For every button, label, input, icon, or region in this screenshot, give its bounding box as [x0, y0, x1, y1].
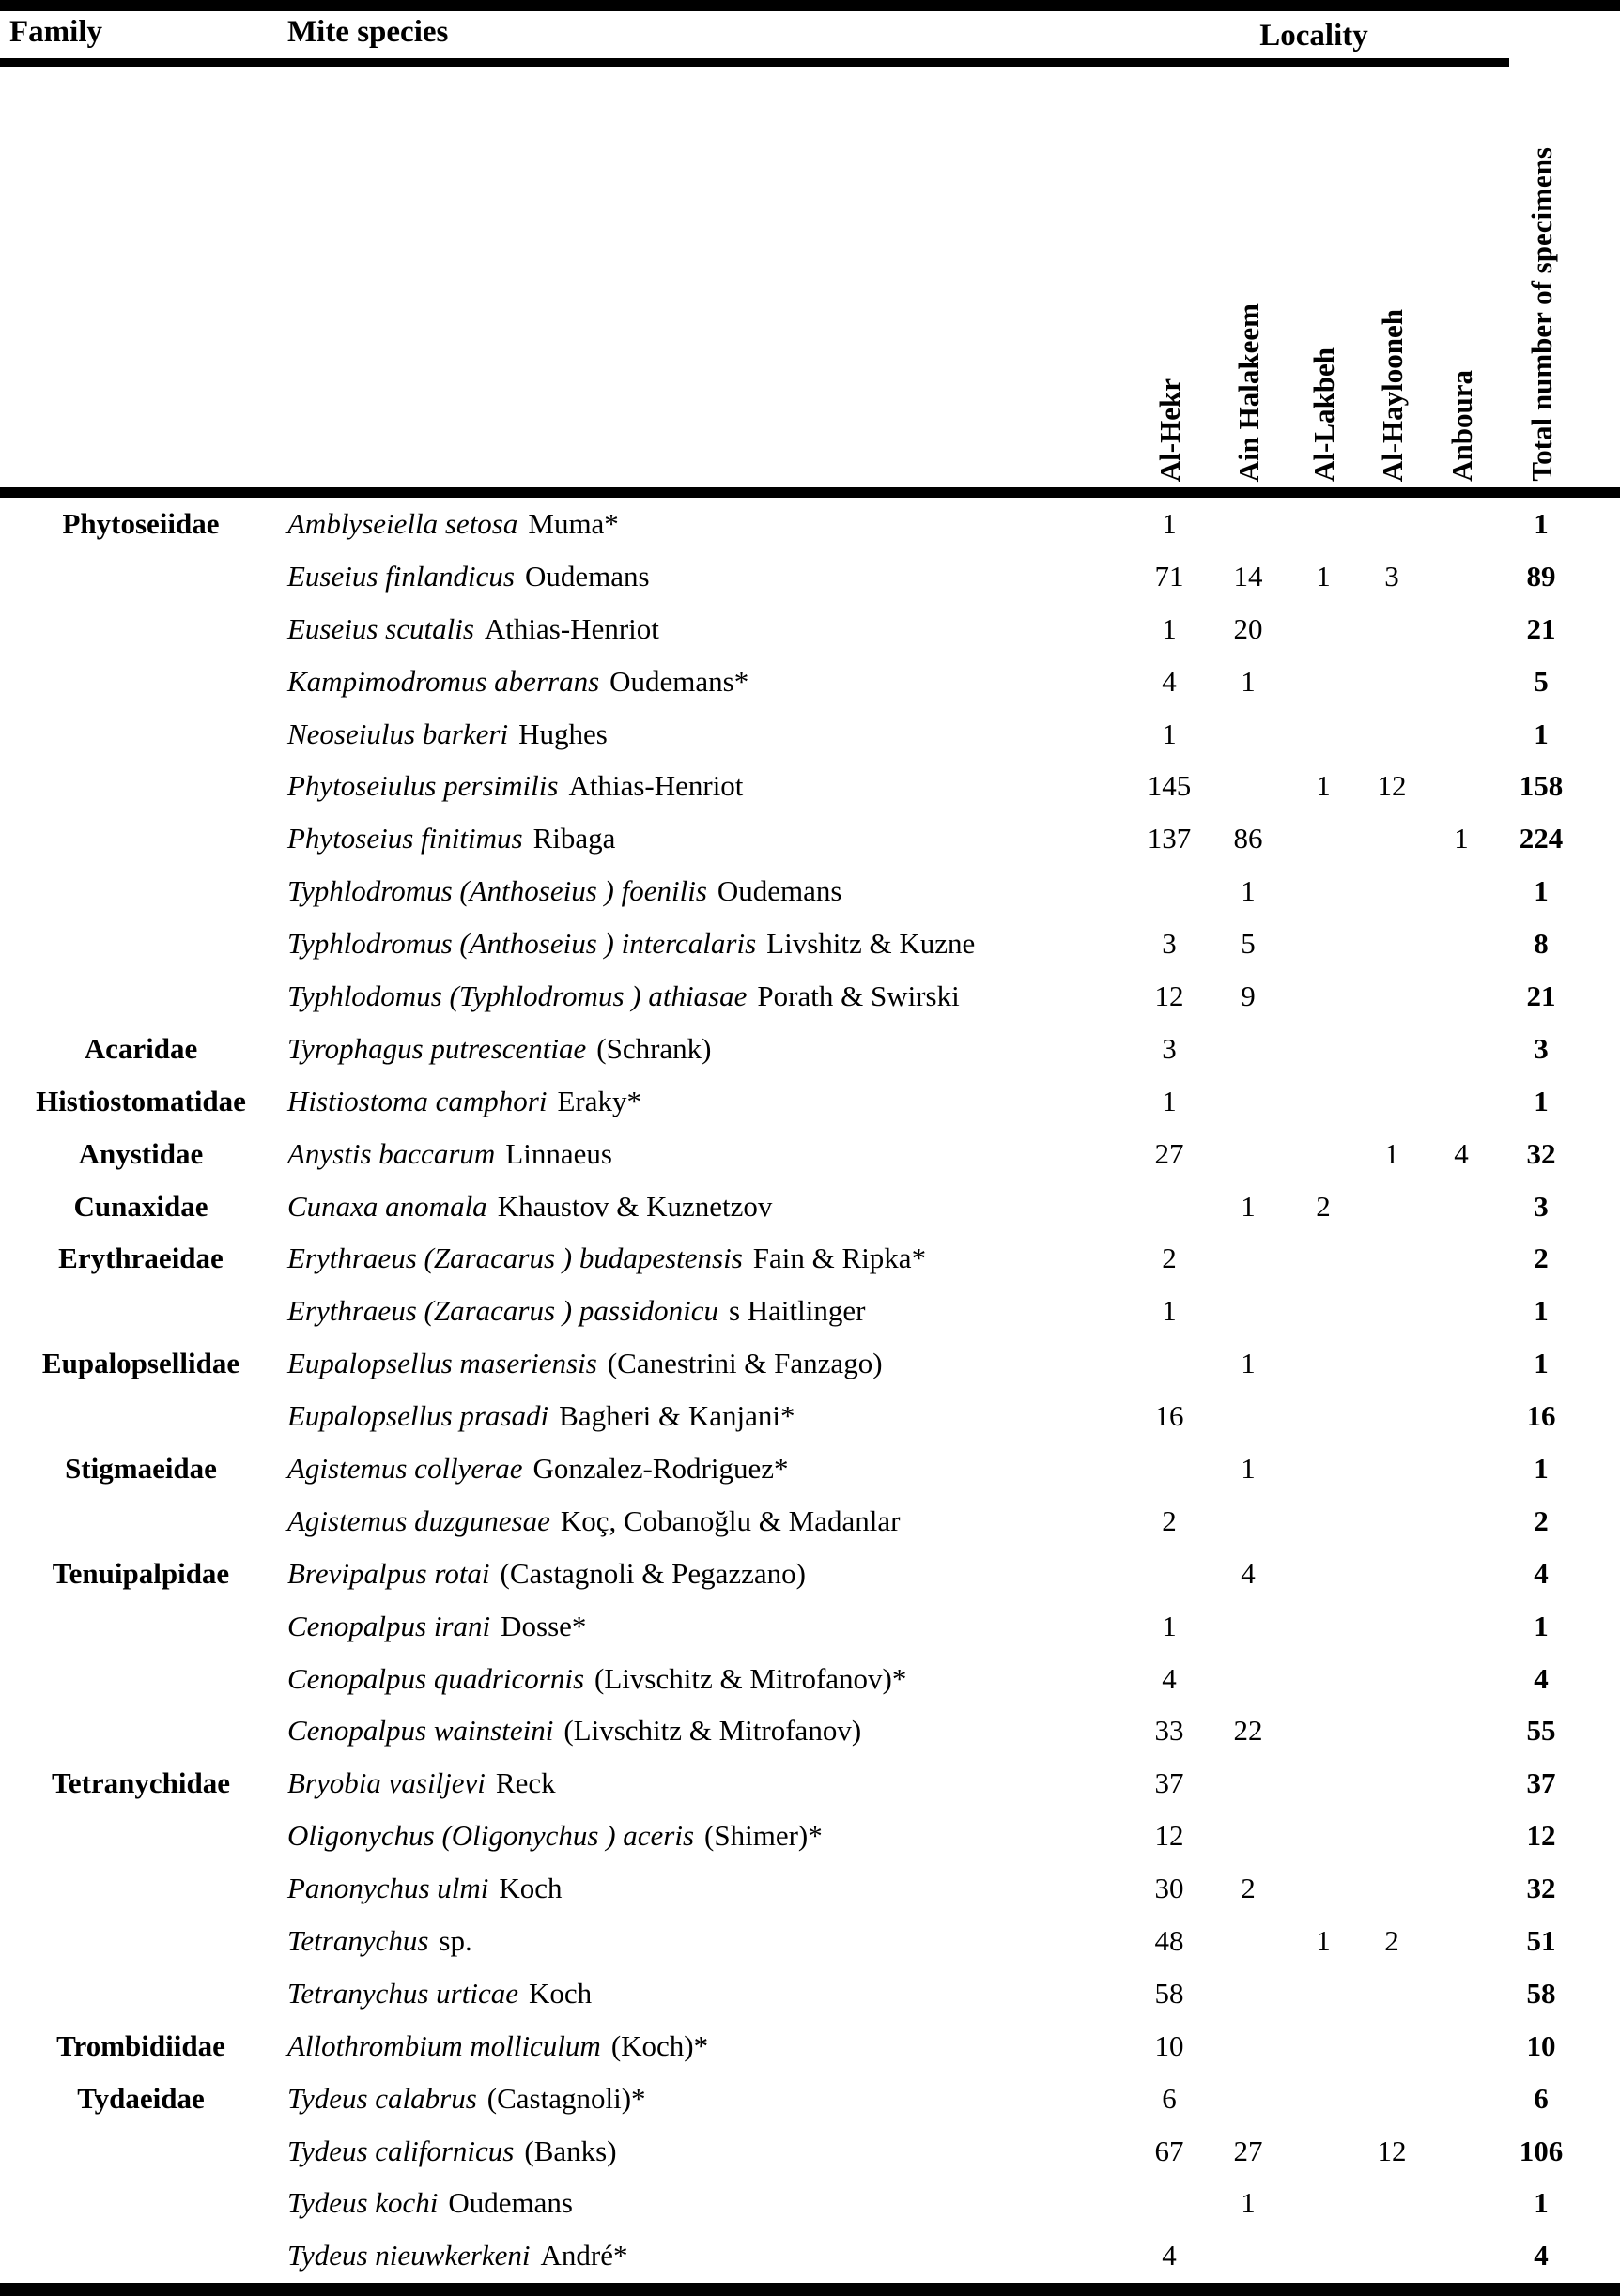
- count-cell: 1: [1162, 611, 1177, 645]
- column-header-ain-halakeem: [1207, 67, 1289, 487]
- family-cell: Histiostomatidae: [36, 1084, 246, 1117]
- family-cell: Stigmaeidae: [65, 1451, 217, 1485]
- species-name: Cenopalpus irani: [287, 1609, 491, 1642]
- species-author: Oudemans: [448, 2186, 573, 2220]
- table-row: [0, 1337, 1620, 1390]
- header-body-divider: [0, 487, 1620, 498]
- species-name: Agistemus collyerae: [287, 1451, 523, 1485]
- count-cell: 5: [1241, 927, 1256, 961]
- total-cell: 3: [1534, 1031, 1549, 1065]
- table-row: [0, 2229, 1620, 2282]
- table-row: [0, 1600, 1620, 1653]
- count-cell: 4: [1241, 1556, 1256, 1590]
- count-cell: 2: [1162, 1241, 1177, 1275]
- species-author: (Banks): [524, 2134, 617, 2167]
- table-header: [0, 11, 1620, 58]
- count-cell: 4: [1454, 1136, 1469, 1170]
- species-author: Porath & Swirski: [757, 978, 960, 1012]
- species-cell: [282, 1610, 1132, 1643]
- species-author: Linnaeus: [505, 1136, 612, 1170]
- table-row: [0, 1075, 1620, 1128]
- count-cell: 1: [1162, 1609, 1177, 1642]
- species-author: Oudemans*: [609, 664, 749, 698]
- count-cell: 27: [1233, 2134, 1263, 2167]
- count-cell: 30: [1154, 1872, 1184, 1905]
- count-cell: 1: [1241, 874, 1256, 908]
- species-author: Khaustov & Kuznetzov: [497, 1189, 773, 1223]
- total-cell: 1: [1534, 1451, 1549, 1485]
- table-body: [0, 498, 1620, 2282]
- species-name: Phytoseius finitimus: [287, 822, 523, 855]
- count-cell: 1: [1162, 1294, 1177, 1328]
- species-cell: [282, 1714, 1132, 1748]
- species-author: Bagheri & Kanjani*: [559, 1399, 795, 1433]
- species-author: Dosse*: [501, 1609, 587, 1642]
- total-cell: 2: [1534, 1503, 1549, 1537]
- species-name: Erythraeus (Zaracarus ) passidonicu: [287, 1294, 718, 1328]
- count-cell: 2: [1384, 1923, 1399, 1957]
- count-cell: 10: [1154, 2028, 1184, 2062]
- count-cell: 1: [1162, 506, 1177, 540]
- total-cell: 4: [1534, 1661, 1549, 1695]
- species-author: (Koch)*: [610, 2028, 709, 2062]
- species-cell: [282, 1032, 1132, 1066]
- column-header-al-lakbeh: [1289, 67, 1357, 487]
- family-cell: Anystidae: [78, 1136, 204, 1170]
- species-cell: [282, 1399, 1132, 1433]
- species-author: (Castagnoli)*: [486, 2081, 646, 2115]
- species-cell: [282, 769, 1132, 803]
- species-name: Typhlodromus (Anthoseius ) intercalaris: [287, 927, 757, 961]
- table-row: [0, 970, 1620, 1023]
- table-row: [0, 2020, 1620, 2073]
- species-name: Kampimodromus aberrans: [287, 664, 600, 698]
- species-cell: [282, 717, 1132, 751]
- species-author: Koch: [499, 1872, 563, 1905]
- species-author: (Shimer)*: [704, 1819, 823, 1853]
- total-cell: 51: [1526, 1923, 1556, 1957]
- species-name: Phytoseiulus persimilis: [287, 769, 559, 803]
- species-author: Muma*: [528, 506, 619, 540]
- table-row: [0, 1548, 1620, 1600]
- table-row: [0, 550, 1620, 603]
- count-cell: 1: [1384, 1136, 1399, 1170]
- species-cell: [282, 2029, 1132, 2063]
- total-cell: 55: [1526, 1714, 1556, 1748]
- count-cell: 27: [1154, 1136, 1184, 1170]
- family-cell: Eupalopsellidae: [41, 1347, 240, 1380]
- species-cell: [282, 1924, 1132, 1958]
- species-name: Cunaxa anomala: [287, 1189, 487, 1223]
- count-cell: 67: [1154, 2134, 1184, 2167]
- species-name: Cenopalpus wainsteini: [287, 1714, 554, 1748]
- count-cell: 4: [1162, 2239, 1177, 2273]
- table-row: [0, 603, 1620, 655]
- rotated-column-headers: [0, 67, 1620, 487]
- species-cell: [282, 1452, 1132, 1486]
- mite-species-column-header: Mite species: [287, 15, 449, 49]
- total-cell: 1: [1534, 1294, 1549, 1328]
- count-cell: 2: [1162, 1503, 1177, 1537]
- species-author: Ribaga: [532, 822, 616, 855]
- species-name: Erythraeus (Zaracarus ) budapestensis: [287, 1241, 743, 1275]
- species-cell: [282, 1085, 1132, 1118]
- table-row: [0, 1285, 1620, 1337]
- table-row: [0, 1180, 1620, 1233]
- count-cell: 9: [1241, 978, 1256, 1012]
- header-underline: [0, 58, 1509, 67]
- total-cell: 2: [1534, 1241, 1549, 1275]
- table-row: [0, 708, 1620, 761]
- species-author: (Livschitz & Mitrofanov)*: [594, 1661, 907, 1695]
- count-cell: 1: [1316, 769, 1331, 803]
- species-name: Agistemus duzgunesae: [287, 1503, 550, 1537]
- locality-group-header: Locality: [1259, 19, 1368, 53]
- table-row: [0, 655, 1620, 708]
- table-top-border: [0, 0, 1620, 11]
- species-name: Eupalopsellus prasadi: [287, 1399, 549, 1433]
- table-row: [0, 1757, 1620, 1810]
- total-cell: 5: [1534, 664, 1549, 698]
- count-cell: 12: [1154, 978, 1184, 1012]
- species-cell: [282, 560, 1132, 593]
- total-cell: 21: [1526, 978, 1556, 1012]
- species-cell: [282, 1662, 1132, 1696]
- count-cell: 14: [1233, 559, 1263, 593]
- column-header-label: Total number of specimens: [1524, 147, 1558, 482]
- table-row: [0, 498, 1620, 550]
- species-cell: [282, 665, 1132, 699]
- table-row: [0, 1967, 1620, 2020]
- count-cell: 3: [1162, 1031, 1177, 1065]
- column-header-total-specimens: [1496, 67, 1586, 487]
- total-cell: 1: [1534, 874, 1549, 908]
- species-author: (Livschitz & Mitrofanov): [563, 1714, 862, 1748]
- species-author: s Haitlinger: [728, 1294, 866, 1328]
- count-cell: 48: [1154, 1923, 1184, 1957]
- table-row: [0, 1442, 1620, 1495]
- total-cell: 12: [1526, 1819, 1556, 1853]
- species-name: Cenopalpus quadricornis: [287, 1661, 585, 1695]
- species-author: Athias-Henriot: [484, 611, 659, 645]
- species-name: Tyrophagus putrescentiae: [287, 1031, 587, 1065]
- species-cell: [282, 1137, 1132, 1171]
- column-header-label: Anboura: [1444, 370, 1478, 482]
- column-header-anboura: [1427, 67, 1496, 487]
- species-name: Tetranychus: [287, 1923, 429, 1957]
- species-author: Gonzalez-Rodriguez*: [532, 1451, 789, 1485]
- count-cell: 12: [1154, 1819, 1184, 1853]
- species-cell: [282, 1190, 1132, 1224]
- species-cell: [282, 612, 1132, 646]
- family-cell: Phytoseiidae: [62, 506, 220, 540]
- table-row: [0, 1915, 1620, 1967]
- count-cell: 137: [1147, 822, 1192, 855]
- species-cell: [282, 927, 1132, 961]
- species-name: Anystis baccarum: [287, 1136, 496, 1170]
- table-row: [0, 1390, 1620, 1442]
- count-cell: 33: [1154, 1714, 1184, 1748]
- count-cell: 1: [1241, 1347, 1256, 1380]
- species-name: Tydeus kochi: [287, 2186, 439, 2220]
- species-author: Fain & Ripka*: [752, 1241, 927, 1275]
- table-row: [0, 865, 1620, 917]
- table-row: [0, 1495, 1620, 1548]
- count-cell: 6: [1162, 2081, 1177, 2115]
- count-cell: 2: [1316, 1189, 1331, 1223]
- species-author: (Schrank): [596, 1031, 712, 1065]
- species-cell: [282, 1347, 1132, 1380]
- total-cell: 1: [1534, 1347, 1549, 1380]
- species-name: Tydeus californicus: [287, 2134, 515, 2167]
- species-name: Eupalopsellus maseriensis: [287, 1347, 597, 1380]
- count-cell: 12: [1377, 769, 1407, 803]
- family-cell: Tenuipalpidae: [52, 1556, 230, 1590]
- count-cell: 1: [1316, 559, 1331, 593]
- species-name: Typhlodomus (Typhlodromus ) athiasae: [287, 978, 748, 1012]
- species-author: (Castagnoli & Pegazzano): [500, 1556, 806, 1590]
- family-cell: Tetranychidae: [51, 1766, 231, 1800]
- column-header-al-haylooneh: [1357, 67, 1427, 487]
- family-cell: Erythraeidae: [58, 1241, 224, 1275]
- count-cell: 145: [1147, 769, 1192, 803]
- species-cell: [282, 2082, 1132, 2116]
- species-cell: [282, 1766, 1132, 1800]
- total-cell: 1: [1534, 1084, 1549, 1117]
- count-cell: 1: [1241, 2186, 1256, 2220]
- table-row: [0, 1023, 1620, 1075]
- species-author: Hughes: [518, 717, 608, 750]
- species-name: Typhlodromus (Anthoseius ) foenilis: [287, 874, 707, 908]
- species-author: Koch: [528, 1976, 593, 2010]
- table-row: [0, 1862, 1620, 1915]
- count-cell: 20: [1233, 611, 1263, 645]
- count-cell: 4: [1162, 664, 1177, 698]
- total-cell: 1: [1534, 506, 1549, 540]
- count-cell: 4: [1162, 1661, 1177, 1695]
- count-cell: 1: [1316, 1923, 1331, 1957]
- count-cell: 3: [1384, 559, 1399, 593]
- total-cell: 16: [1526, 1399, 1556, 1433]
- species-name: Panonychus ulmi: [287, 1872, 489, 1905]
- species-cell: [282, 822, 1132, 855]
- count-cell: 1: [1162, 1084, 1177, 1117]
- count-cell: 16: [1154, 1399, 1184, 1433]
- species-name: Amblyseiella setosa: [287, 506, 518, 540]
- family-cell: Tydaeidae: [77, 2081, 205, 2115]
- species-author: Livshitz & Kuzne: [766, 927, 976, 961]
- species-cell: [282, 1557, 1132, 1591]
- species-name: Tetranychus urticae: [287, 1976, 518, 2010]
- table-row: [0, 812, 1620, 865]
- species-cell: [282, 874, 1132, 908]
- species-cell: [282, 1294, 1132, 1328]
- spacer-family: [0, 67, 282, 487]
- table-row: [0, 2178, 1620, 2230]
- species-name: Euseius finlandicus: [287, 559, 515, 593]
- species-cell: [282, 1241, 1132, 1275]
- table-row: [0, 1232, 1620, 1285]
- table-row: [0, 760, 1620, 812]
- family-cell: Cunaxidae: [73, 1189, 208, 1223]
- total-cell: 4: [1534, 1556, 1549, 1590]
- family-cell: Trombidiidae: [56, 2028, 225, 2062]
- species-cell: [282, 1819, 1132, 1853]
- total-cell: 6: [1534, 2081, 1549, 2115]
- species-name: Euseius scutalis: [287, 611, 474, 645]
- count-cell: 1: [1454, 822, 1469, 855]
- species-author: Koç, Cobanoğlu & Madanlar: [560, 1503, 901, 1537]
- total-cell: 21: [1526, 611, 1556, 645]
- count-cell: 1: [1241, 1189, 1256, 1223]
- total-cell: 32: [1526, 1136, 1556, 1170]
- count-cell: 86: [1233, 822, 1263, 855]
- spacer-species: [282, 67, 1132, 487]
- count-cell: 1: [1241, 1451, 1256, 1485]
- column-header-label: Al-Haylooneh: [1375, 308, 1409, 482]
- count-cell: 37: [1154, 1766, 1184, 1800]
- species-cell: [282, 979, 1132, 1013]
- species-cell: [282, 2134, 1132, 2168]
- count-cell: 58: [1154, 1976, 1184, 2010]
- table-row: [0, 1704, 1620, 1757]
- total-cell: 224: [1519, 822, 1564, 855]
- total-cell: 158: [1519, 769, 1564, 803]
- total-cell: 8: [1534, 927, 1549, 961]
- column-header-label: Al-Lakbeh: [1306, 347, 1340, 482]
- species-author: Oudemans: [717, 874, 842, 908]
- column-header-al-hekr: [1132, 67, 1207, 487]
- species-name: Bryobia vasiljevi: [287, 1766, 486, 1800]
- total-cell: 3: [1534, 1189, 1549, 1223]
- table-row: [0, 917, 1620, 970]
- total-cell: 106: [1519, 2134, 1564, 2167]
- total-cell: 10: [1526, 2028, 1556, 2062]
- species-author: André*: [540, 2239, 628, 2273]
- total-cell: 37: [1526, 1766, 1556, 1800]
- table-row: [0, 1653, 1620, 1705]
- count-cell: 22: [1233, 1714, 1263, 1748]
- family-cell: Acaridae: [84, 1031, 198, 1065]
- species-name: Tydeus nieuwkerkeni: [287, 2239, 531, 2273]
- species-name: Brevipalpus rotai: [287, 1556, 490, 1590]
- species-name: Neoseiulus barkeri: [287, 717, 509, 750]
- total-cell: 1: [1534, 717, 1549, 750]
- column-header-label: Al-Hekr: [1152, 378, 1186, 482]
- species-author: Eraky*: [557, 1084, 641, 1117]
- species-author: Reck: [495, 1766, 556, 1800]
- count-cell: 12: [1377, 2134, 1407, 2167]
- species-author: sp.: [439, 1923, 472, 1957]
- species-author: Oudemans: [524, 559, 650, 593]
- count-cell: 2: [1241, 1872, 1256, 1905]
- species-cell: [282, 507, 1132, 541]
- species-name: Oligonychus (Oligonychus ) aceris: [287, 1819, 695, 1853]
- species-name: Tydeus calabrus: [287, 2081, 477, 2115]
- total-cell: 32: [1526, 1872, 1556, 1905]
- table-row: [0, 2073, 1620, 2125]
- table-bottom-border: [0, 2283, 1620, 2296]
- total-cell: 1: [1534, 1609, 1549, 1642]
- total-cell: 89: [1526, 559, 1556, 593]
- species-name: Histiostoma camphori: [287, 1084, 548, 1117]
- species-cell: [282, 1977, 1132, 2011]
- count-cell: 3: [1162, 927, 1177, 961]
- count-cell: 71: [1154, 559, 1184, 593]
- species-name: Allothrombium molliculum: [287, 2028, 601, 2062]
- table-row: [0, 1810, 1620, 1862]
- species-cell: [282, 1504, 1132, 1538]
- count-cell: 1: [1241, 664, 1256, 698]
- total-cell: 58: [1526, 1976, 1556, 2010]
- family-column-header: Family: [9, 15, 102, 49]
- total-cell: 4: [1534, 2239, 1549, 2273]
- species-cell: [282, 2239, 1132, 2273]
- total-cell: 1: [1534, 2186, 1549, 2220]
- column-header-label: Ain Halakeem: [1231, 302, 1265, 482]
- species-cell: [282, 1872, 1132, 1905]
- species-author: Athias-Henriot: [568, 769, 744, 803]
- count-cell: 1: [1162, 717, 1177, 750]
- species-author: (Canestrini & Fanzago): [607, 1347, 883, 1380]
- table-row: [0, 2125, 1620, 2178]
- species-cell: [282, 2186, 1132, 2220]
- table-row: [0, 1128, 1620, 1180]
